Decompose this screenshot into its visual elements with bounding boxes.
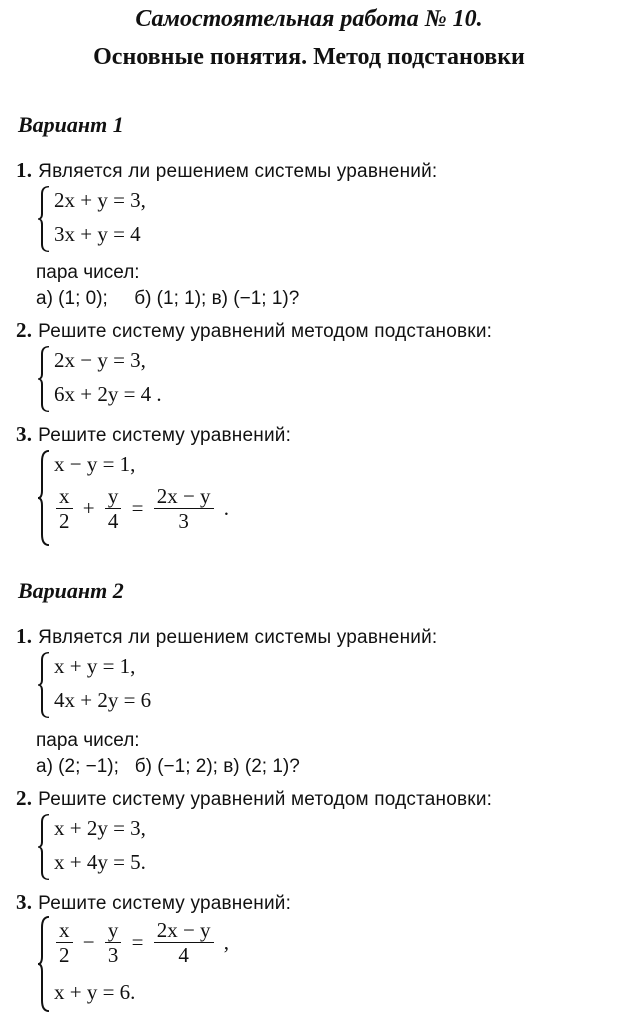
brace-icon [38, 450, 48, 546]
answer-options: а) (2; −1); б) (−1; 2); в) (2; 1)? [36, 756, 300, 777]
v2-task3 [16, 890, 291, 915]
task-text: Решите систему уравнений методом подстановки: [38, 321, 493, 342]
fraction: $\frac{2x - y}{3}$ [154, 484, 214, 533]
equation: 2x − y = 3, [54, 348, 146, 372]
brace-icon [38, 916, 48, 1012]
brace-icon [38, 814, 48, 880]
v1-task1-system [38, 186, 338, 252]
fraction: $\frac{2x - y}{4}$ [154, 918, 214, 967]
equation: x − y = 1, [54, 452, 136, 476]
equation: 2x + y = 3, [54, 188, 146, 212]
v1-task2 [16, 318, 492, 343]
fraction: $\frac{y}{4}$ [105, 484, 122, 533]
v1-task1 [16, 158, 437, 183]
v2-task1-system [38, 652, 338, 718]
equation: 4x + 2y = 6 [54, 688, 152, 712]
task-number: 3. [16, 890, 33, 914]
task-text: Является ли решением системы уравнений: [38, 161, 438, 182]
task-text: Решите систему уравнений методом подстановки: [38, 789, 493, 810]
pair-label: пара чисел: [36, 730, 140, 751]
equation: x + y = 6. [54, 980, 136, 1004]
task-number: 3. [16, 422, 33, 446]
brace-icon [38, 346, 48, 412]
fraction-equation: $\frac{x}{2}$ + $\frac{y}{4}$ = $\frac{2x - y}{3}$ . [54, 484, 232, 533]
variant-2-heading: Вариант 2 [18, 578, 124, 603]
fraction: $\frac{x}{2}$ [56, 918, 73, 967]
task-number: 2. [16, 318, 33, 342]
brace-icon [38, 652, 48, 718]
task-number: 2. [16, 786, 33, 810]
v2-task2 [16, 786, 492, 811]
task-text: Решите систему уравнений: [38, 425, 292, 446]
equation: 3x + y = 4 [54, 222, 141, 246]
task-number: 1. [16, 158, 33, 182]
task-number: 1. [16, 624, 33, 648]
fraction: $\frac{x}{2}$ [56, 484, 73, 533]
equation: x + 4y = 5. [54, 850, 146, 874]
v1-task3-system [38, 450, 338, 546]
equation: x + 2y = 3, [54, 816, 146, 840]
page-subtitle: Основные понятия. Метод подстановки [93, 44, 525, 70]
fraction-equation: $\frac{x}{2}$ − $\frac{y}{3}$ = $\frac{2x - y}{4}$ , [54, 918, 232, 967]
v2-task3-system [38, 916, 338, 1012]
task-text: Решите систему уравнений: [38, 893, 292, 914]
v2-task1 [16, 624, 437, 649]
variant-1-heading: Вариант 1 [18, 112, 124, 137]
page-title: Самостоятельная работа № 10. [135, 6, 483, 32]
equation: x + y = 1, [54, 654, 136, 678]
answer-options: а) (1; 0); б) (1; 1); в) (−1; 1)? [36, 288, 300, 309]
v1-task2-system [38, 346, 338, 412]
equation: 6x + 2y = 4 . [54, 382, 162, 406]
task-text: Является ли решением системы уравнений: [38, 627, 438, 648]
v1-task3 [16, 422, 291, 447]
fraction: $\frac{y}{3}$ [105, 918, 122, 967]
brace-icon [38, 186, 48, 252]
v2-task2-system [38, 814, 338, 880]
pair-label: пара чисел: [36, 262, 140, 283]
